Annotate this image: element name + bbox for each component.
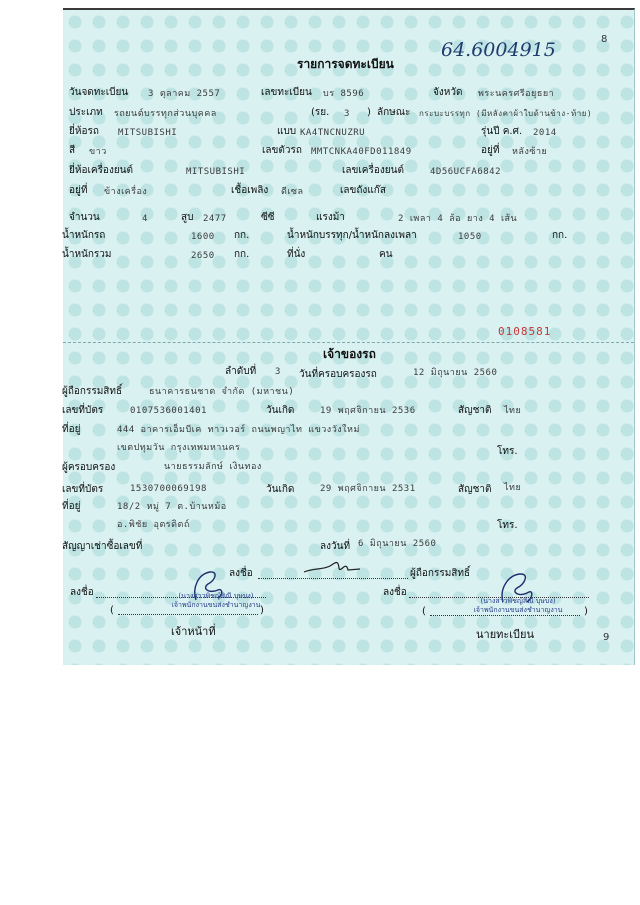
person-label: คน: [379, 249, 393, 260]
cyl-label: สูบ: [181, 212, 194, 223]
rs-close: ): [367, 107, 371, 118]
stamp-right-name: (นางสาวพิชญ์สิณี บุษบง): [480, 597, 556, 605]
nation1-label: สัญชาติ: [458, 405, 492, 416]
cc-label: ซีซี: [261, 212, 275, 223]
engine-at-value: ข้างเครื่อง: [104, 187, 148, 197]
brand-value: MITSUBISHI: [118, 128, 178, 138]
right-role: นายทะเบียน: [476, 628, 535, 641]
right-name-line: [430, 615, 580, 616]
serial-number: 0108581: [498, 325, 552, 338]
stamp-right-title: เจ้าพนักงานขนส่งชำนาญงาน: [473, 606, 563, 614]
possession-date-label: วันที่ครอบครองรถ: [299, 369, 377, 380]
brand-label: ยี่ห้อรถ: [69, 126, 99, 137]
owner-sign-line: [258, 578, 408, 579]
axle-value: 2 เพลา 4 ล้อ ยาง 4 เส้น: [398, 214, 518, 224]
left-paren-open: (: [110, 605, 114, 616]
owner-signature: [302, 556, 362, 576]
engine-brand-label: ยี่ห้อเครื่องยนต์: [69, 165, 134, 176]
date-label: ลงวันที่: [320, 541, 351, 552]
seat-label: ที่นั่ง: [287, 249, 306, 260]
page-number-bottom: 9: [603, 632, 610, 643]
kg2: กก.: [552, 230, 568, 241]
qty-label: จำนวน: [69, 212, 100, 223]
holder-value: นายธรรมลักษ์ เงินทอง: [164, 462, 262, 472]
year-value: 2014: [533, 128, 557, 138]
cyl-value: 2477: [203, 214, 227, 224]
handwritten-number: 64.6004915: [441, 39, 556, 61]
reg-date-value: 3 ตุลาคม 2557: [148, 89, 221, 99]
nation2-value: ไทย: [504, 483, 522, 493]
tel1-label: โทร.: [497, 446, 518, 457]
gross-value: 2650: [191, 251, 215, 261]
chassis-label: เลขตัวรถ: [262, 145, 302, 156]
year-label: รุ่นปี ค.ศ.: [481, 126, 523, 137]
rs-value: 3: [344, 109, 350, 119]
id2-value: 1530700069198: [130, 484, 207, 494]
left-paren-close: ): [260, 605, 264, 616]
stamp-left-name: (นางสาวพิชญ์สิณี บุษบง): [178, 592, 254, 600]
qty-value: 4: [142, 214, 148, 224]
addr2-value: 18/2 หมู่ 7 ต.บ้านหม้อ: [117, 502, 227, 512]
order-label: ลำดับที่: [225, 366, 257, 377]
color-label: สี: [69, 145, 76, 156]
fuel-label: เชื้อเพลิง: [231, 185, 269, 196]
model-label: แบบ: [277, 126, 297, 137]
province-value: พระนครศรีอยุธยา: [478, 89, 555, 99]
sign-right-label: ลงชื่อ: [383, 587, 407, 598]
weight-label: น้ำหนักรถ: [62, 230, 106, 241]
character-label: ลักษณะ: [377, 107, 411, 118]
reg-no-label: เลขทะเบียน: [261, 87, 312, 98]
owner-value: ธนาคารธนชาต จำกัด (มหาชน): [149, 387, 295, 397]
at-label: อยู่ที่: [481, 145, 500, 156]
order-value: 3: [275, 367, 281, 377]
sign-label: ลงชื่อ: [229, 568, 253, 579]
reg-date-label: วันจดทะเบียน: [69, 87, 129, 98]
owner-sign-label: ผู้ถือกรรมสิทธิ์: [410, 568, 471, 579]
owner-label: ผู้ถือกรรมสิทธิ์: [62, 386, 123, 397]
addr1-label: ที่อยู่: [62, 424, 81, 435]
birth1-label: วันเกิด: [266, 405, 295, 416]
addr2-value2: อ.พิชัย อุตรดิตถ์: [117, 520, 190, 530]
tel2-label: โทร.: [497, 520, 518, 531]
reg-no-value: บร 8596: [323, 89, 365, 99]
model-value: KA4TNCNUZRU: [300, 128, 366, 138]
gross-label: น้ำหนักรวม: [62, 249, 112, 260]
chassis-value: MMTCNKA40FD011849: [311, 147, 412, 157]
fuel-value: ดีเซล: [281, 187, 304, 197]
type-value: รถยนต์บรรทุกส่วนบุคคล: [114, 109, 217, 119]
province-label: จังหวัด: [433, 87, 463, 98]
section1-title: รายการจดทะเบียน: [297, 57, 394, 71]
load-value: 1050: [458, 232, 482, 242]
nation1-value: ไทย: [504, 406, 522, 416]
rs-label: (รย.: [311, 107, 330, 118]
character-value: กระบะบรรทุก (มีหลังคาผ้าใบด้านข้าง-ท้าย): [419, 109, 593, 118]
section2-title: เจ้าของรถ: [323, 347, 376, 361]
right-paren-open: (: [422, 606, 426, 617]
page-number-top: 8: [601, 34, 608, 45]
birth2-value: 29 พฤศจิกายน 2531: [320, 484, 416, 494]
date-value: 6 มิถุนายน 2560: [358, 539, 437, 549]
hp-label: แรงม้า: [316, 212, 345, 223]
addr2-label: ที่อยู่: [62, 501, 81, 512]
possession-date-value: 12 มิถุนายน 2560: [413, 368, 498, 378]
addr1-value: 444 อาคารเอ็มบีเค ทาวเวอร์ ถนนพญาไท แขวงวังใหม่: [117, 425, 360, 435]
stamp-left-title: เจ้าพนักงานขนส่งชำนาญงาน: [171, 601, 261, 609]
birth2-label: วันเกิด: [266, 484, 295, 495]
left-name-line: [118, 614, 258, 615]
kg3: กก.: [234, 249, 250, 260]
right-paren-close: ): [584, 606, 588, 617]
left-role: เจ้าหน้าที่: [171, 625, 216, 638]
sign-left-label: ลงชื่อ: [70, 587, 94, 598]
holder-label: ผู้ครอบครอง: [62, 462, 116, 473]
engine-at-label: อยู่ที่: [69, 185, 88, 196]
lease-label: สัญญาเช่าซื้อเลขที่: [62, 541, 143, 552]
engine-no-value: 4D56UCFA6842: [430, 167, 502, 177]
gas-label: เลขถังแก๊ส: [340, 185, 386, 196]
addr1-value2: เขตปทุมวัน กรุงเทพมหานคร: [117, 443, 241, 453]
weight-value: 1600: [191, 232, 215, 242]
engine-no-label: เลขเครื่องยนต์: [342, 165, 404, 176]
id1-value: 0107536001401: [130, 406, 207, 416]
stamp-right: [453, 597, 583, 615]
type-label: ประเภท: [69, 107, 103, 118]
id1-label: เลขที่บัตร: [62, 405, 104, 416]
engine-brand-value: MITSUBISHI: [186, 167, 246, 177]
load-label: น้ำหนักบรรทุก/น้ำหนักลงเพลา: [287, 230, 417, 241]
kg1: กก.: [234, 230, 250, 241]
color-value: ขาว: [89, 147, 107, 157]
stamp-left: [146, 592, 286, 610]
birth1-value: 19 พฤศจิกายน 2536: [320, 406, 416, 416]
at-value: หลังซ้าย: [512, 147, 548, 157]
nation2-label: สัญชาติ: [458, 484, 492, 495]
id2-label: เลขที่บัตร: [62, 484, 104, 495]
